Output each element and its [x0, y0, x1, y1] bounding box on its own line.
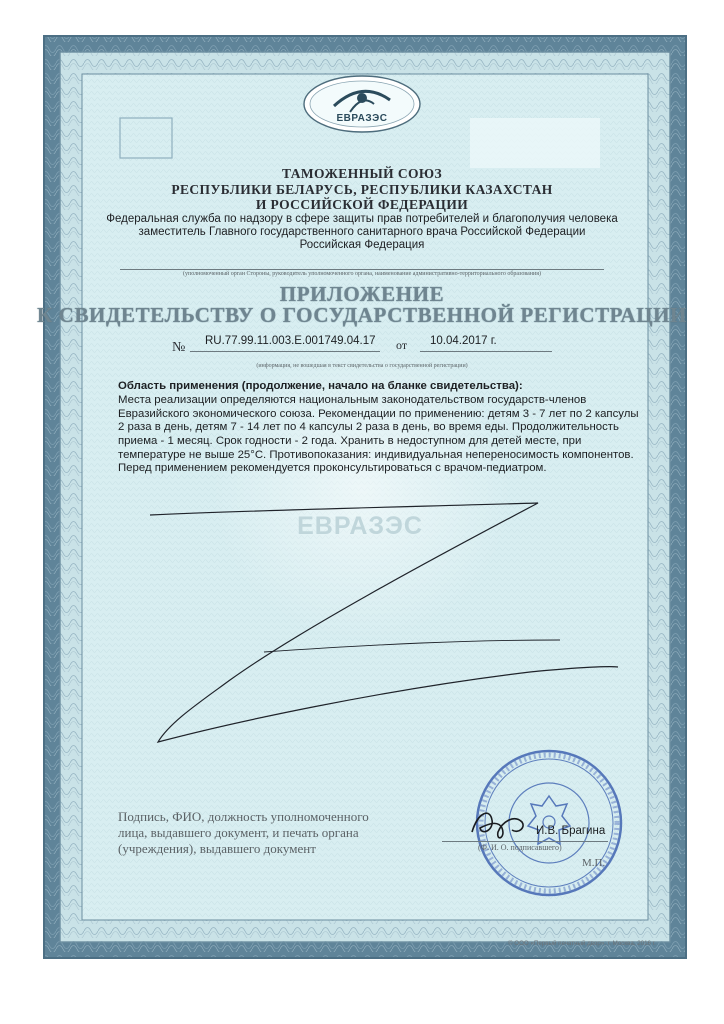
signature-label-line-2: лица, выдавшего документ, и печать органа — [118, 825, 359, 840]
title-line-1: ПРИЛОЖЕНИЕ — [279, 282, 445, 306]
registration-number: RU.77.99.11.003.Е.001749.04.17 — [205, 335, 376, 347]
signature-underline — [442, 841, 608, 842]
registration-date: 10.04.2017 г. — [430, 335, 497, 347]
header-line-3: И РОССИЙСКОЙ ФЕДЕРАЦИИ — [255, 197, 469, 212]
seal-place: М.П. — [582, 857, 606, 869]
date-prefix: от — [396, 338, 408, 352]
scope-line-4: приема - 1 месяц. Срок годности - 2 года. Хранить в недоступном для детей месте, при — [118, 435, 582, 447]
scope-line-6: Перед применением рекомендуется проконсультироваться с врачом-педиатром. — [118, 462, 547, 474]
authority-caption: (уполномоченный орган Стороны, руководитель уполномоченного органа, наименование административно-территориального образования) — [183, 271, 541, 277]
scope-line-3: 2 раза в день, детям 7 - 14 лет по 4 капсулы 2 раза в день, во время еды. Продолжительность — [118, 421, 619, 433]
scope-heading: Область применения (продолжение, начало на бланке свидетельства): — [118, 380, 523, 392]
printer-note: © ООО «Первый печатный двор», г. Москва, 2016 г. — [508, 940, 656, 947]
signer-name: И.В. Брагина — [536, 825, 606, 837]
emblem-label: ЕВРАЗЭС — [336, 113, 388, 124]
fio-caption: (Ф. И. О. подписавшего) — [478, 843, 562, 852]
header-line-1: ТАМОЖЕННЫЙ СОЮЗ — [281, 166, 443, 181]
signature-label-line-3: (учреждения), выдавшего документ — [118, 841, 316, 856]
agency-line-1: Федеральная служба по надзору в сфере защиты прав потребителей и благополучия человека — [106, 213, 618, 225]
number-caption: (информация, не вошедшая в текст свидетельства о государственной регистрации) — [256, 363, 468, 369]
agency-line-2: заместитель Главного государственного санитарного врача Российской Федерации — [138, 226, 586, 238]
title-line-2: К СВИДЕТЕЛЬСТВУ О ГОСУДАРСТВЕННОЙ РЕГИСТРАЦИИ — [37, 303, 687, 327]
number-sign: № — [172, 340, 186, 355]
watermark: ЕВРАЗЭС — [297, 512, 423, 540]
scope-line-5: температуре не выше 25°С. Противопоказания: индивидуальная непереносимость компонентов. — [118, 449, 634, 461]
header-line-2: РЕСПУБЛИКИ БЕЛАРУСЬ, РЕСПУБЛИКИ КАЗАХСТАН — [171, 182, 553, 197]
signature-label-line-1: Подпись, ФИО, должность уполномоченного — [118, 809, 369, 824]
scope-line-1: Места реализации определяются национальным законодательством государств-членов — [118, 394, 587, 406]
agency-line-3: Российская Федерация — [299, 239, 425, 251]
scope-line-2: Евразийского экономического союза. Рекомендации по применению: детям 3 - 7 лет по 2 капсулы — [118, 408, 639, 420]
